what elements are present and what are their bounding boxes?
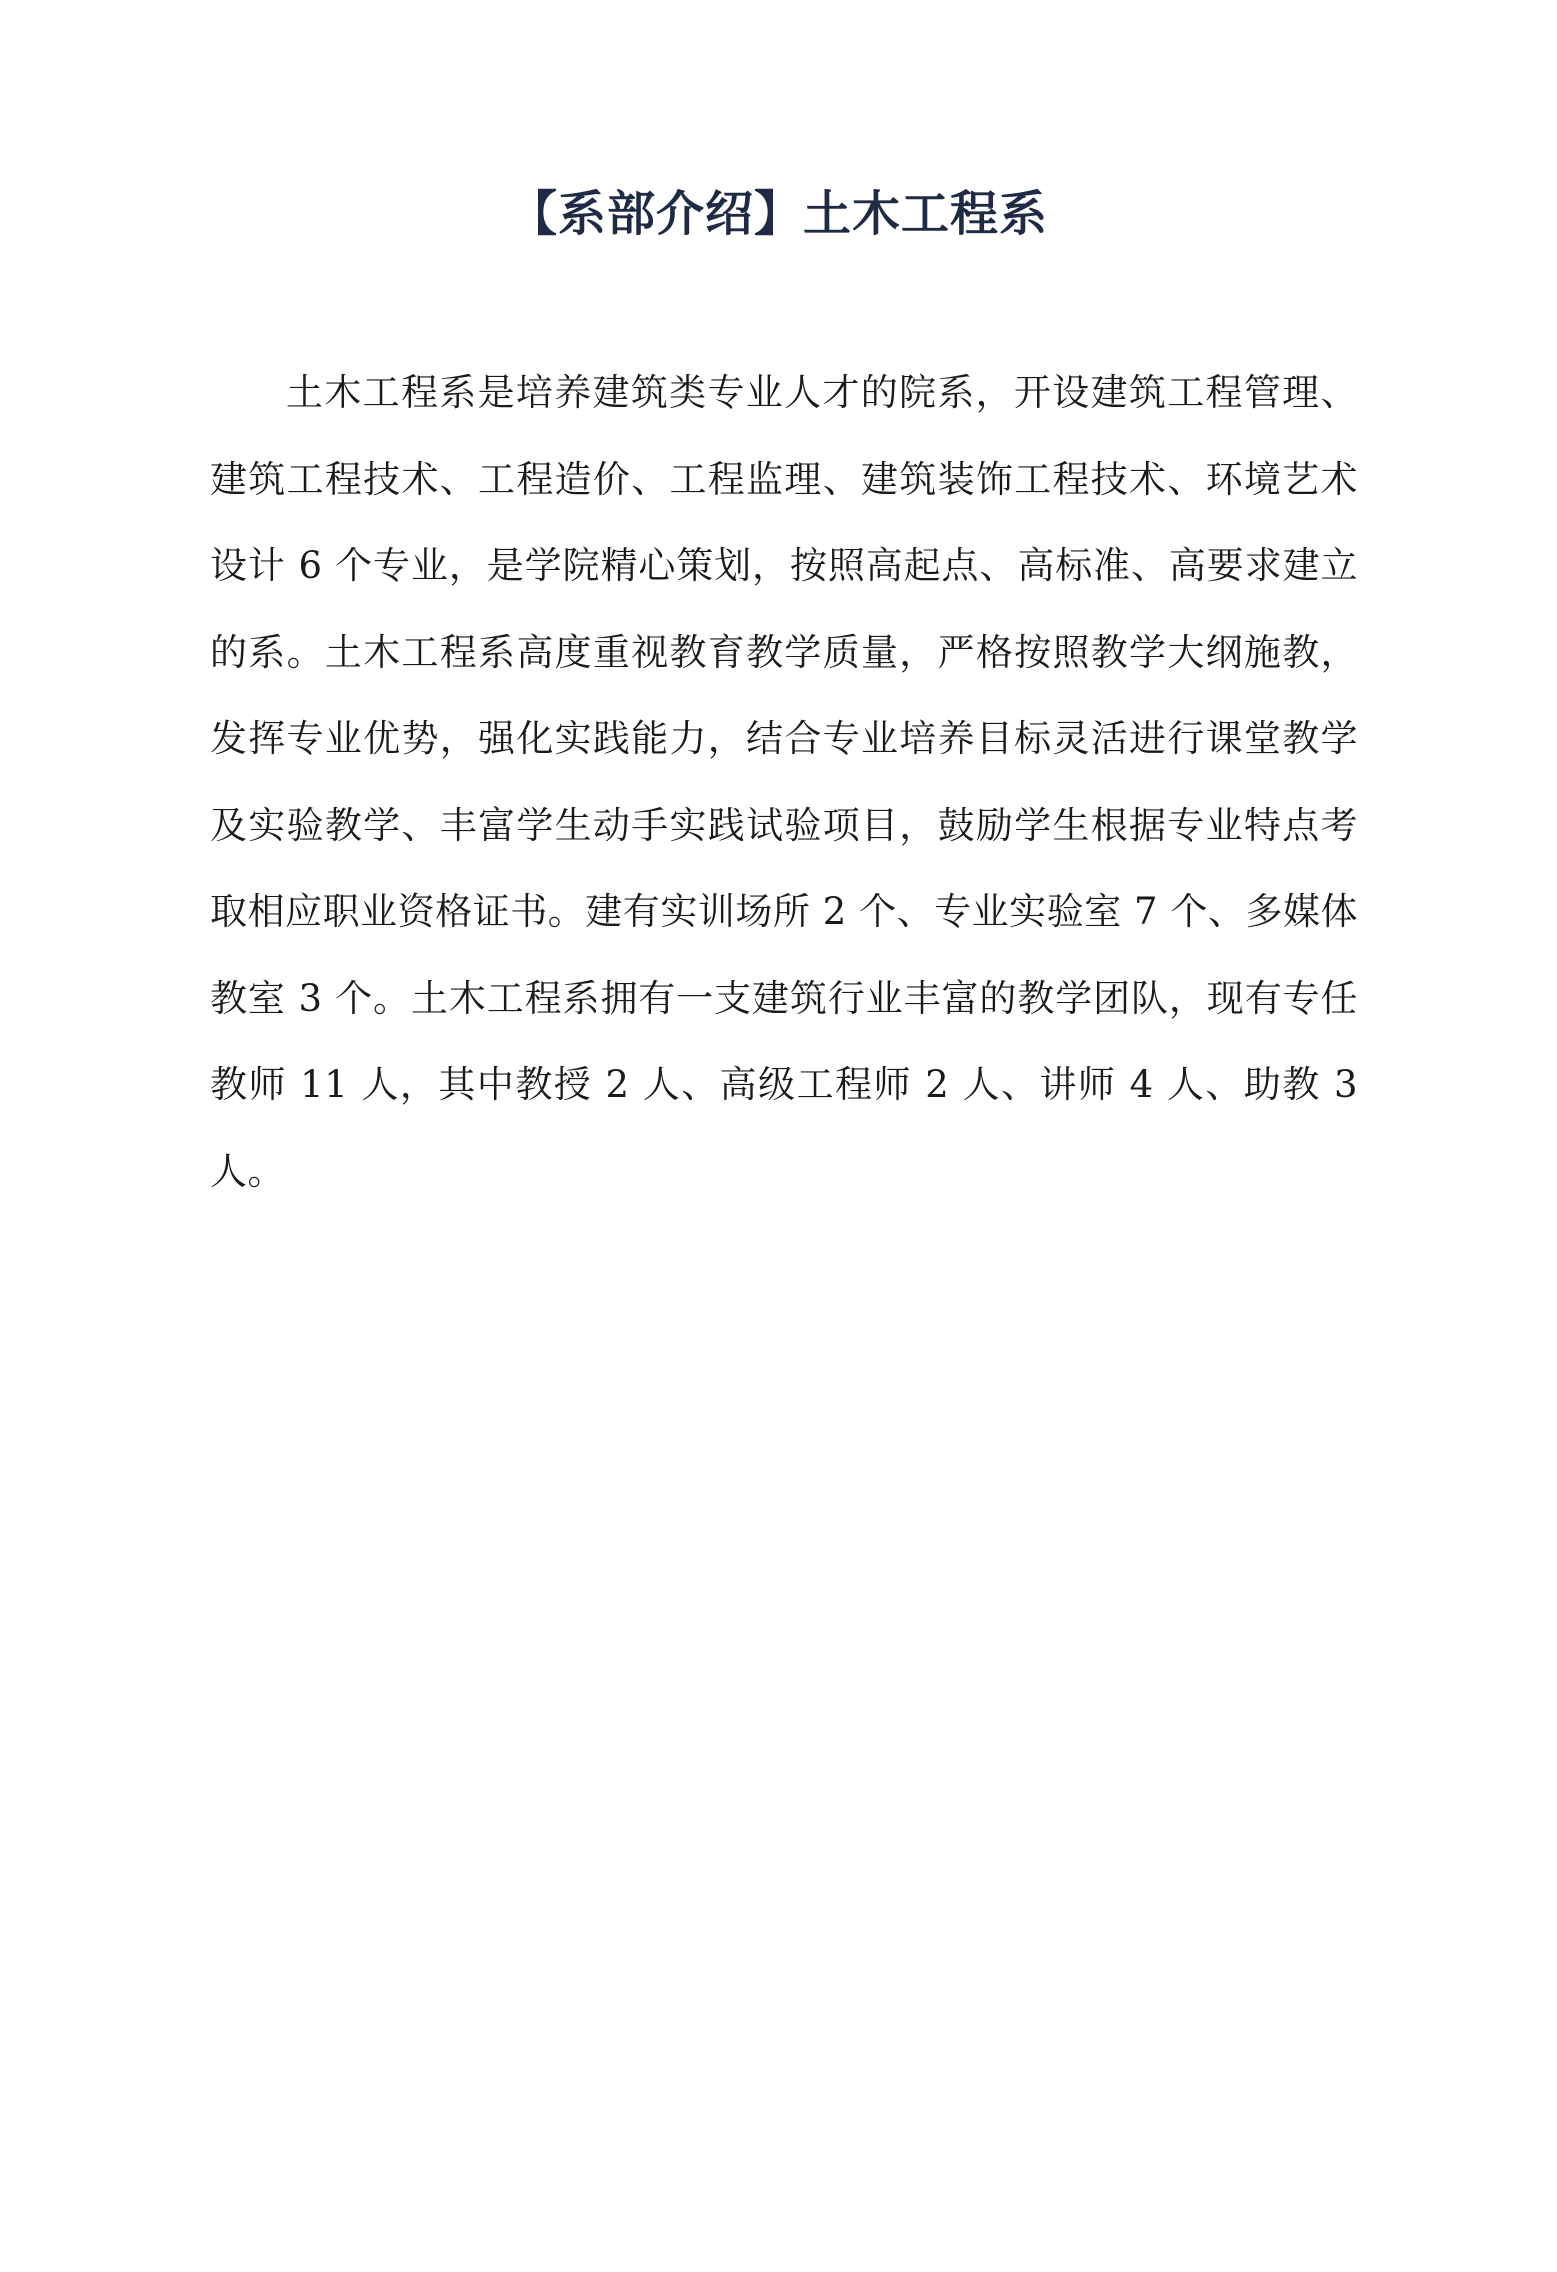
page-title: 【系部介绍】土木工程系 — [508, 186, 1048, 242]
body-paragraph: 土木工程系是培养建筑类专业人才的院系，开设建筑工程管理、建筑工程技术、工程造价、工程监理、建筑装饰工程技术、环境艺术设计 6 个专业，是学院精心策划，按照高起点、高标准、高要求建立的系。土木工程系高度重视教育教学质量，严格按照教学大纲施教，发挥专业优势，强化实践能力，结合专业培养目标灵活进行课堂教学及实验教学、丰富学生动手实践试验项目，鼓励学生根据专业特点考取相应职业资格证书。建有实训场所 2 个、专业实验室 7 个、多媒体教室 3 个。土木工程系拥有一支建筑行业丰富的教学团队，现有专任教师 11 人，其中教授 2 人、高级工程师 2 人、讲师 4 人、助教 3 人。 — [210, 371, 1358, 1193]
